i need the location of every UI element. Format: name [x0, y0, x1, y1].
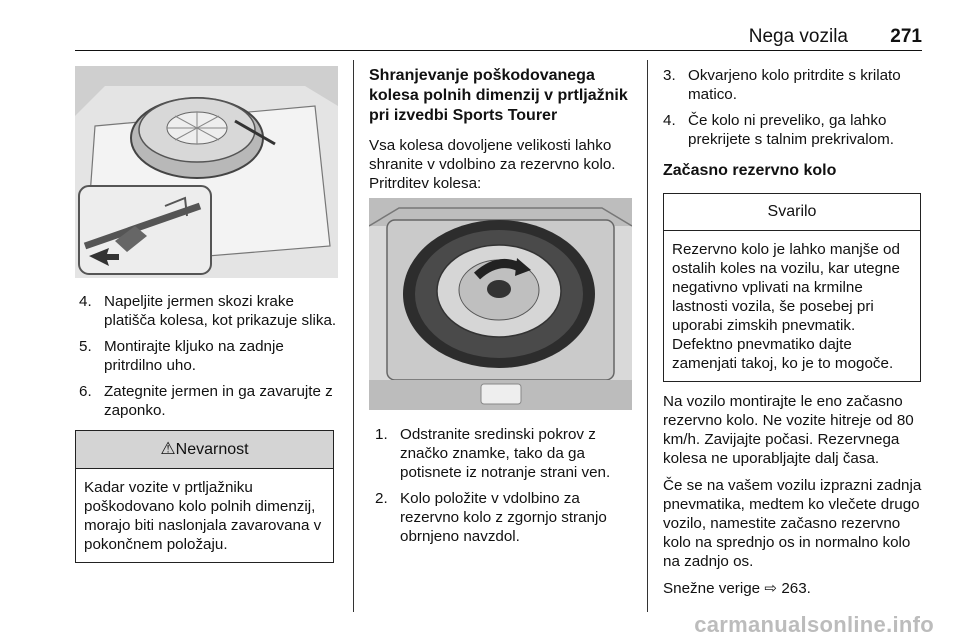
section-title: Nega vozila	[748, 26, 848, 47]
trunk-strap-illustration	[75, 66, 338, 278]
list-item: 6. Zategnite jermen in ga zavarujte z zaponko.	[79, 383, 333, 419]
middle-steps	[375, 425, 637, 546]
right-steps	[663, 66, 925, 149]
caution-box	[663, 193, 921, 382]
body-paragraph: Na vozilo montirajte le eno začasno rezervno kolo. Ne vozite hitreje od 80 km/h. Zavijajte počasi. Rezervnega kolesa ne uporabljajte dalj časa.	[663, 393, 914, 467]
right-column	[663, 66, 925, 606]
danger-box-body: Kadar vozite v prtljažniku poškodovano kolo polnih dimenzij, morajo biti naslonjala zavarovana v pokončnem položaju.	[84, 479, 322, 553]
crossref-page-link[interactable]: 263.	[781, 580, 811, 597]
header-rule	[75, 50, 922, 51]
warning-triangle-icon: ⚠	[160, 439, 176, 458]
list-item: 5. Montirajte kljuko na zadnje pritrdilno uho.	[79, 338, 284, 374]
danger-box	[75, 430, 334, 563]
spare-well-illustration	[369, 198, 632, 410]
page-number: 271	[890, 26, 922, 47]
danger-box-header	[76, 431, 333, 469]
section-heading-sports-tourer: Shranjevanje poškodovanega kolesa polnih dimenzij v prtljažnik pri izvedbi Sports Tourer	[369, 67, 628, 124]
watermark: carmanualsonline.info	[694, 612, 934, 637]
page-header	[0, 0, 960, 52]
middle-column	[369, 66, 637, 201]
list-item: 1. Odstranite sredinski pokrov z značko znamke, tako da ga potisnete iz notranje strani ven.	[375, 426, 611, 481]
crossref-arrow-icon: ⇨	[764, 580, 778, 597]
list-item: 2. Kolo položite v vdolbino za rezervno kolo z zgornjo stranjo obrnjeno navzdol.	[375, 490, 607, 545]
section-heading-temporary-spare: Začasno rezervno kolo	[663, 162, 837, 179]
intro-paragraph: Vsa kolesa dovoljene velikosti lahko shranite v vdolbino za rezervno kolo. Pritrditev kolesa:	[369, 137, 616, 192]
spare-well-drawing	[369, 198, 632, 410]
caution-box-body: Rezervno kolo je lahko manjše od ostalih koles na vozilu, kar utegne negativno vplivati na krmilne lastnosti vozila, še posebej pri uporabi zimskih pnevmatik. Defektno pnevmatiko dajte zamenjati takoj, ko je to mogoče.	[672, 241, 900, 372]
caution-box-title: Svarilo	[664, 194, 920, 231]
list-item: 3. Okvarjeno kolo pritrdite s krilato matico.	[663, 67, 901, 103]
list-item: 4. Napeljite jermen skozi krake platišča kolesa, kot prikazuje slika.	[79, 293, 337, 329]
middle-steps-column	[375, 425, 637, 553]
column-divider-right	[647, 60, 648, 612]
crossref-snow-chains: Snežne verige ⇨ 263.	[663, 580, 811, 597]
trunk-strap-drawing	[75, 66, 338, 278]
list-item: 4. Če kolo ni preveliko, ga lahko prekrijete s talnim prekrivalom.	[663, 112, 894, 148]
body-paragraph: Če se na vašem vozilu izprazni zadnja pnevmatika, medtem ko vlečete drugo vozilo, namestite začasno rezervno kolo na sprednjo os in normalno kolo na zadnjo os.	[663, 477, 922, 570]
danger-box-title: Nevarnost	[175, 441, 249, 458]
column-divider-left	[353, 60, 354, 612]
left-column	[79, 292, 344, 563]
left-steps	[79, 292, 344, 420]
